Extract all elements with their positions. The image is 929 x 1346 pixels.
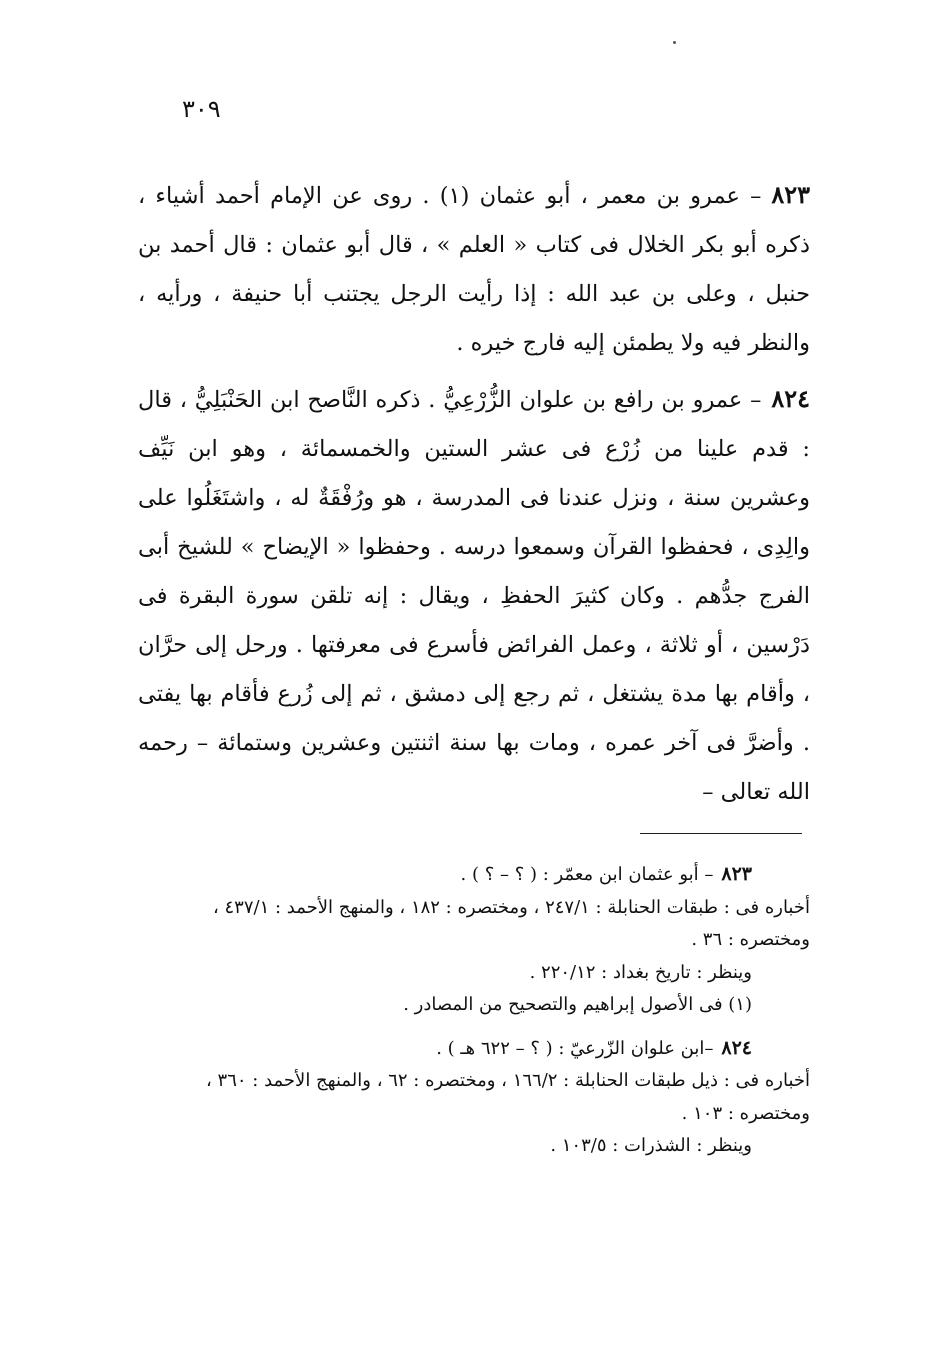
footnote-text: – أبو عثمان ابن معمّر : ( ؟ – ؟ ) . (460, 864, 714, 885)
footnote (138, 1065, 810, 1130)
entry-text: – عمرو بن رافع بن علوان الزُّرْعِيُّ . ذكره النَّاصح ابن الحَنْبَلِيُّ ، قال : قدم علينا من زُرْع فى عشر الستين والخمسمائة ، وهو ابن نَيِّف وعشرين سنة ، ونزل عندنا فى المدرسة ، هو ورُفْقَةٌ له ، واشتَغَلُوا على والِدِى ، فحفظوا القرآن وسمعوا درسه . وحفظوا « الإيضاح » للشيخ أبى الفرج جدُّهم . وكان كثيرَ الحفظِ ، ويقال : إنه تلقن سورة البقرة فى دَرْسين ، أو ثلاثة ، وعمل الفرائض فأسرع فى معرفتها . ورحل إلى حرَّان ، وأقام بها مدة يشتغل ، ثم رجع إلى دمشق ، ثم إلى زُرع فأقام بها يفتى . وأضرَّ فى آخر عمره ، ومات بها سنة اثنتين وعشرين وستمائة – رحمه الله تعالى – (138, 387, 810, 805)
footnote (138, 892, 810, 957)
footnote-text: أخباره فى : ذيل طبقات الحنابلة : ١٦٦/٢ ، ومختصره : ٦٢ ، والمنهج الأحمد : ٣٦٠ ، ومختصره : ١٠٣ . (206, 1070, 810, 1124)
entry-number: ٨٢٣ (771, 180, 810, 209)
footnote-number: ٨٢٣ (721, 863, 752, 885)
footnote (138, 858, 810, 892)
footnote-number: ٨٢٤ (721, 1036, 752, 1059)
footnote-text: وينظر : تاريخ بغداد : ٢٢٠/١٢ . (529, 961, 752, 983)
entry (138, 374, 810, 817)
footnotes (138, 858, 810, 1163)
footnote-text: وينظر : الشذرات : ١٠٣/٥ . (550, 1135, 752, 1156)
footnote-text: أخباره فى : طبقات الحنابلة : ٢٤٧/١ ، ومختصره : ١٨٢ ، والمنهج الأحمد : ٤٣٧/١ ، ومختصره : ٣٦ . (212, 896, 810, 950)
entry-number: ٨٢٤ (771, 384, 810, 413)
footnote-separator (640, 833, 802, 834)
footnote-text: (١) فى الأصول إبراهيم والتصحيح من المصادر . (403, 994, 752, 1015)
page-number: ٣٠٩ (182, 95, 221, 123)
entry (138, 170, 810, 368)
scan-speck (673, 41, 676, 44)
footnote-text: –ابن علوان الزّرعيّ : ( ؟ – ٦٢٢ هـ ) . (436, 1037, 714, 1059)
footnote (138, 989, 810, 1022)
footnote (138, 1130, 810, 1163)
main-text (138, 170, 810, 817)
footnote (138, 1032, 810, 1066)
footnote (138, 957, 810, 990)
entry-text: – عمرو بن معمر ، أبو عثمان (١) . روى عن الإمام أحمد أشياء ، ذكره أبو بكر الخلال فى كتاب « العلم » ، قال أبو عثمان : قال أحمد بن حنبل ، وعلى بن عبد الله : إذا رأيت الرجل يجتنب أبا حنيفة ، ورأيه ، والنظر فيه ولا يطمئن إليه فارج خيره . (138, 183, 810, 356)
